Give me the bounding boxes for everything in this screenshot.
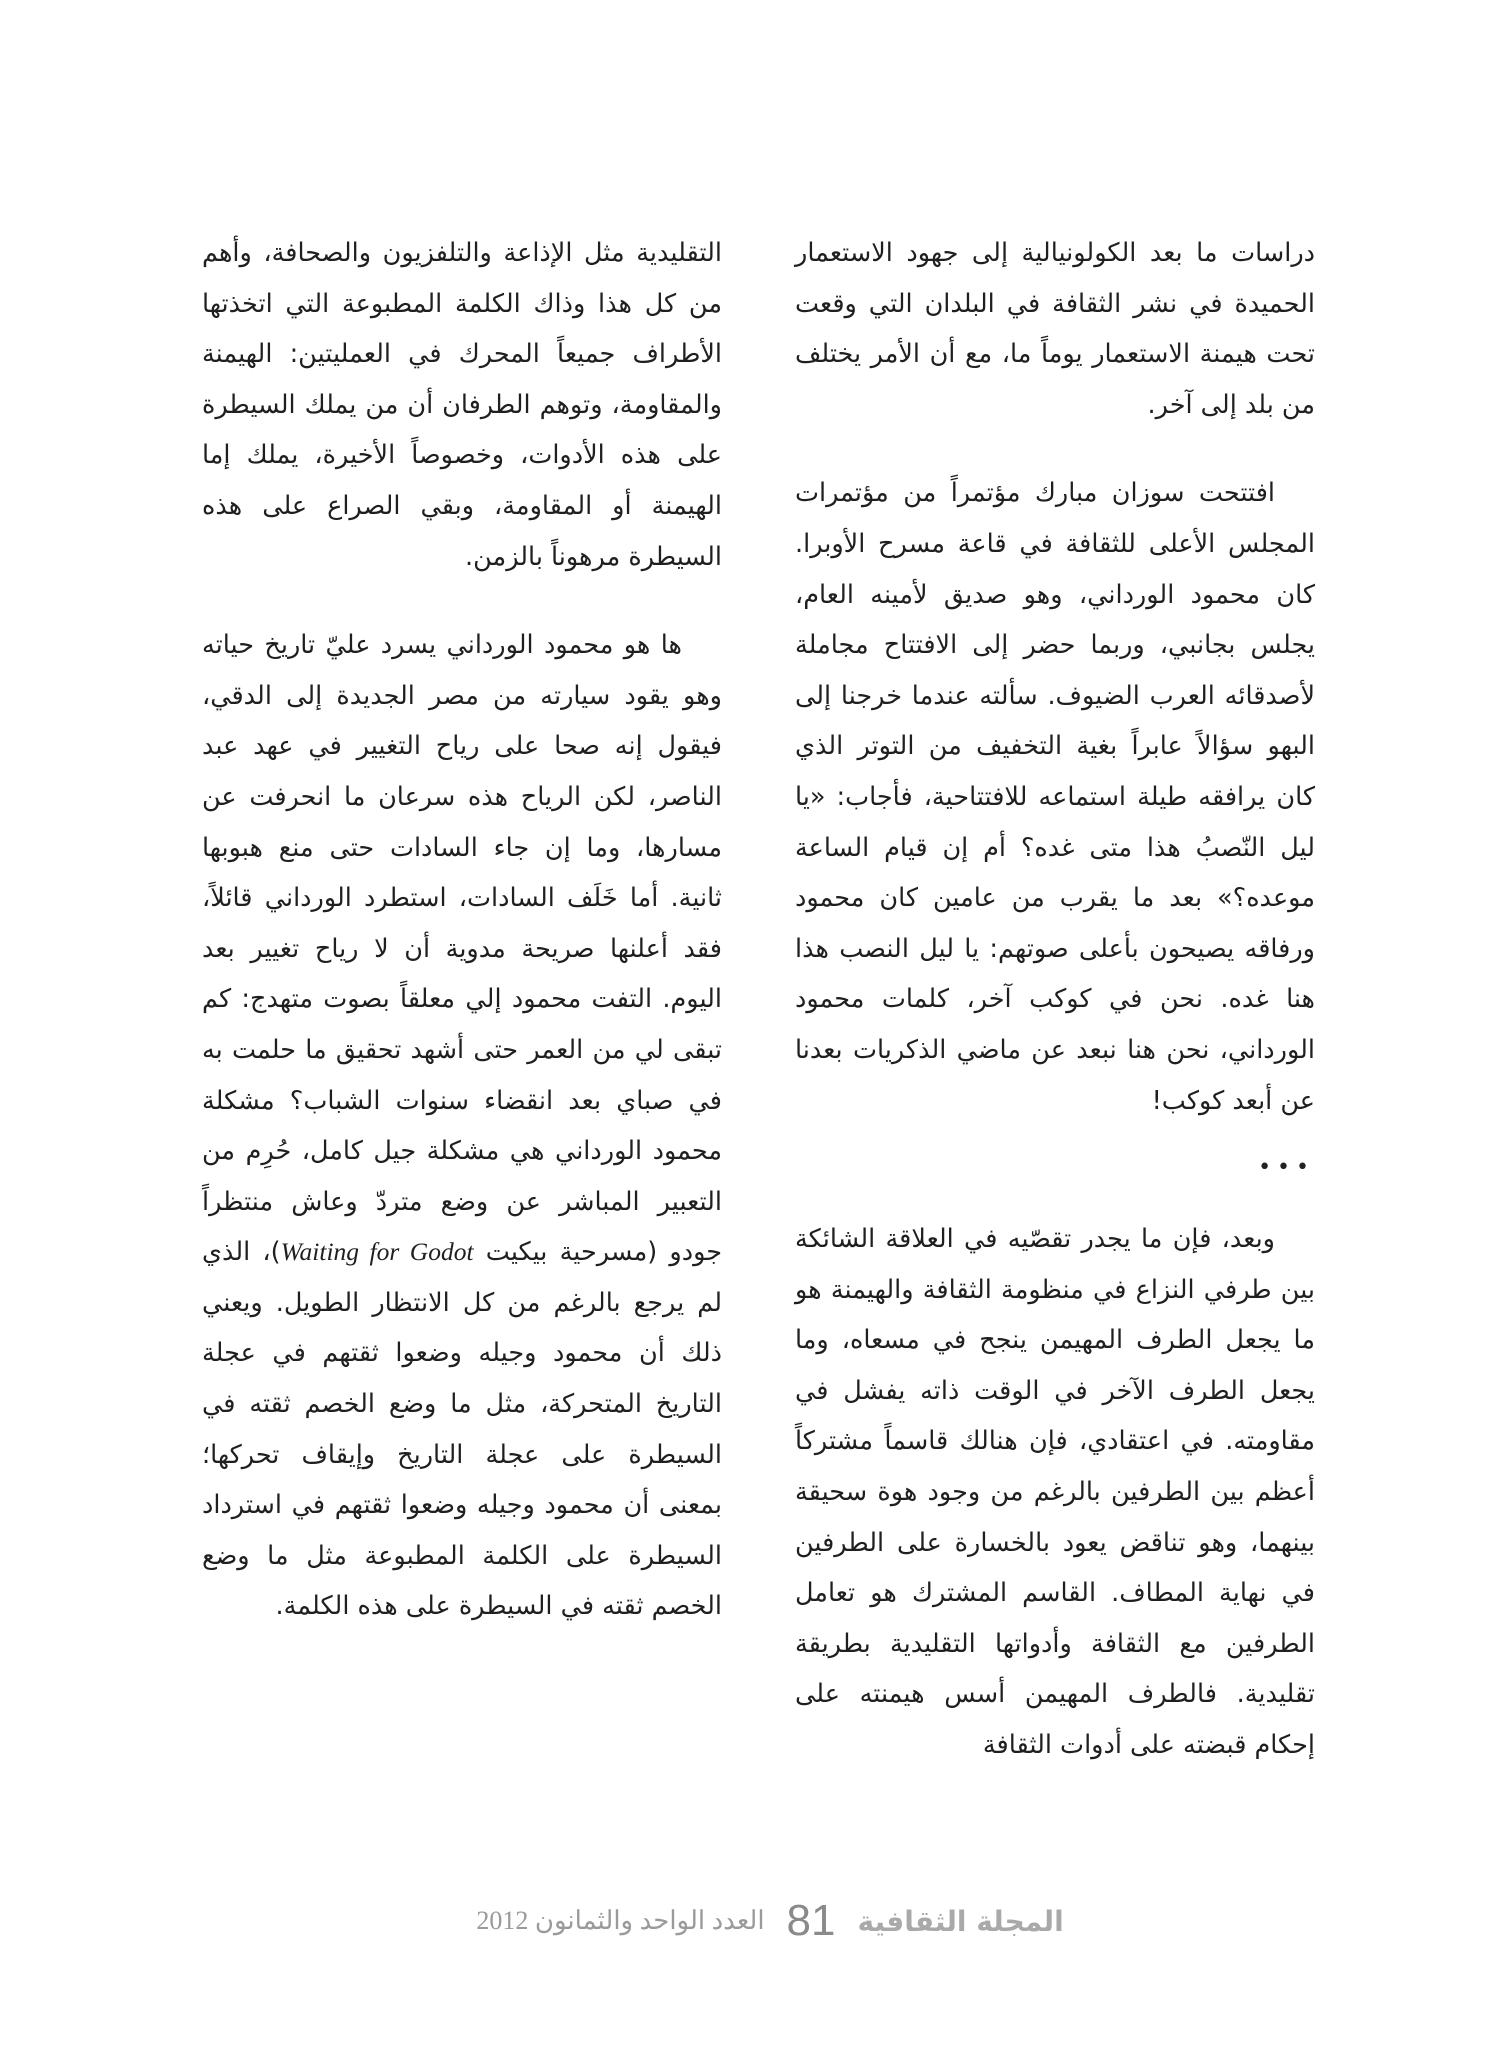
issue-label: العدد الواحد والثمانون 2012 (476, 1906, 765, 1935)
page-footer (440, 1896, 1100, 1946)
left-paragraph-2-part-b: ، الذي لم يرجع بالرغم من كل الانتظار الطويل. ويعني ذلك أن محمود وجيله وضعوا ثقتهم في عجلة التاريخ المتحركة، مثل ما وضع الخصم ثقته في السيطرة على عجلة التاريخ وإيقاف تحركها؛ بمعنى أن محمود وجيله وضعوا ثقتهم في استرداد السيطرة على الكلمة المطبوعة مثل ما وضع الخصم ثقته في السيطرة على هذه الكلمة. (202, 1237, 722, 1622)
left-paragraph-2: ها هو محمود الورداني يسرد عليّ تاريخ حياته وهو يقود سيارته من مصر الجديدة إلى الدقي، فيقول إنه صحا على رياح التغيير في عهد عبد الناصر، لكن الرياح هذه سرعان ما انحرفت عن مسارها، وما إن جاء السادات حتى منع هبوبها ثانية. أما خَلَف السادات، استطرد الورداني قائلاً، فقد أعلنها صريحة مدوية أن لا رياح تغيير بعد اليوم. التفت محمود إلي معلقاً بصوت متهدج: كم تبقى لي من العمر حتى أشهد تحقيق ما حلمت به في صباي بعد انقضاء سنوات الشباب؟ مشكلة محمود الورداني هي مشكلة جيل كامل، حُرِم من التعبير المباشر عن وضع متردّ وعاش منتظراً جودو (مسرحية بيكيت Waiting for Godot)، الذي لم يرجع بالرغم من كل الانتظار الطويل. ويعني ذلك أن محمود وجيله وضعوا ثقتهم في عجلة التاريخ المتحركة، مثل ما وضع الخصم ثقته في السيطرة على عجلة التاريخ وإيقاف تحركها؛ بمعنى أن محمود وجيله وضعوا ثقتهم في استرداد السيطرة على الكلمة المطبوعة مثل ما وضع الخصم ثقته في السيطرة على هذه الكلمة. (202, 630, 723, 1622)
paragraph-gap (202, 582, 722, 620)
left-paragraph-1: التقليدية مثل الإذاعة والتلفزيون والصحافة، وأهم من كل هذا وذاك الكلمة المطبوعة التي اتخذتها الأطراف جميعاً المحرك في العمليتين: الهيمنة والمقاومة، وتوهم الطرفان أن من يملك السيطرة على هذه الأدوات، وخصوصاً الأخيرة، يملك إما الهيمنة أو المقاومة، وبقي الصراع على هذه السيطرة مرهوناً بالزمن. (202, 238, 722, 572)
godot-title: Waiting for Godot (280, 1237, 474, 1267)
magazine-brand: المجلة الثقافية (857, 1904, 1064, 1938)
right-paragraph-1: دراسات ما بعد الكولونيالية إلى جهود الاستعمار الحميدة في نشر الثقافة في البلدان التي وقعت تحت هيمنة الاستعمار يوماً ما، مع أن الأمر يختلف من بلد إلى آخر. (795, 238, 1315, 420)
paragraph-gap (795, 430, 1315, 468)
right-paragraph-2: افتتحت سوزان مبارك مؤتمراً من مؤتمرات المجلس الأعلى للثقافة في قاعة مسرح الأوبرا. كان محمود الورداني، وهو صديق لأمينه العام، يجلس بجانبي، وربما حضر إلى الافتتاح مجاملة لأصدقائه العرب الضيوف. سألته عندما خرجنا إلى البهو سؤالاً عابراً بغية التخفيف من التوتر الذي كان يرافقه طيلة استماعه للافتتاحية، فأجاب: «يا ليل النّصبُ هذا متى غده؟ أم إن قيام الساعة موعده؟» بعد ما يقرب من عامين كان محمود ورفاقه يصيحون بأعلى صوتهم: يا ليل النصب هذا هنا غده. نحن في كوكب آخر، كلمات محمود الورداني، نحن هنا نبعد عن ماضي الذكريات بعدنا عن أبعد كوكب! (795, 478, 1315, 1116)
page-number: 81 (786, 1896, 836, 1945)
right-paragraph-3: وبعد، فإن ما يجدر تقصّيه في العلاقة الشائكة بين طرفي النزاع في منظومة الثقافة والهيمنة هو ما يجعل الطرف المهيمن ينجح في مسعاه، وما يجعل الطرف الآخر في الوقت ذاته يفشل في مقاومته. في اعتقادي، فإن هنالك قاسماً مشتركاً أعظم بين الطرفين بالرغم من وجود هوة سحيقة بينهما، وهو تناقض يعود بالخسارة على الطرفين في نهاية المطاف. القاسم المشترك هو تعامل الطرفين مع الثقافة وأدواتها التقليدية بطريقة تقليدية. فالطرف المهيمن أسس هيمنته على إحكام قبضته على أدوات الثقافة (795, 1224, 1315, 1761)
right-column (795, 228, 1315, 1771)
left-column (202, 228, 722, 1632)
section-divider: ••• (1258, 1155, 1315, 1181)
left-paragraph-2-part-a: ها هو محمود الورداني يسرد عليّ تاريخ حياته وهو يقود سيارته من مصر الجديدة إلى الدقي، فيقول إنه صحا على رياح التغيير في عهد عبد الناصر، لكن الرياح هذه سرعان ما انحرفت عن مسارها، وما إن جاء السادات حتى منع هبوبها ثانية. أما خَلَف السادات، استطرد الورداني قائلاً، فقد أعلنها صريحة مدوية أن لا رياح تغيير بعد اليوم. التفت محمود إلي معلقاً بصوت متهدج: كم تبقى لي من العمر حتى أشهد تحقيق ما حلمت به في صباي بعد انقضاء سنوات الشباب؟ مشكلة محمود الورداني هي مشكلة جيل كامل، حُرِم من التعبير المباشر عن وضع متردّ وعاش منتظراً جودو (مسرحية بيكيت (202, 630, 723, 1268)
